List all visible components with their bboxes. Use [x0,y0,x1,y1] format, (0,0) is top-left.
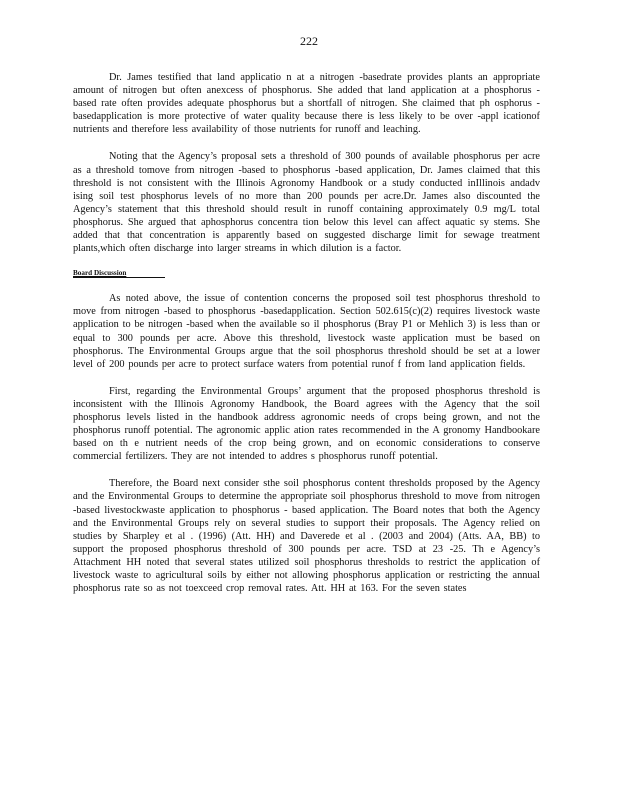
document-body [73,71,540,609]
page-number: 222 [300,34,318,48]
paragraph-contention: As noted above, the issue of contention concerns the proposed soil test phosphorus threshold to move from nitrogen -based to phosphorus -basedapplication. Section 502.615(c)(2) requires livestock waste application to be nitrogen -based when the available so il phosphorus (Bray P1 or Mehlich 3) is less than or equal to 300 pounds per acre. Above this threshold, livestock waste application must be based on phosphorus. The Environmental Groups argue that the soil phosphorus threshold should be set at a lower level of 200 pounds per acre to protect surface waters from potential runof f from land application fields. [73,293,540,370]
paragraph-james-nitrogen: Dr. James testified that land applicatio n at a nitrogen -basedrate provides plants an appropriate amount of nitrogen but often anexcess of phosphorus. She added that land application at a phosphorus -based rate often provides adequate phosphorus but a shortfall of nitrogen. She claimed that ph osphorus -basedapplication is more protective of water quality because there is less likely to be over -appl icationof nutrients and therefore less availability of those nutrients for runoff and leaching. [73,72,540,136]
section-heading: Board Discussion [73,269,165,278]
paragraph-agronomy-handbook: First, regarding the Environmental Groups’ argument that the proposed phosphorus threshold is inconsistent with the Illinois Agronomy Handbook, the Board agrees with the Agency that the soil phosphorus levels listed in the handbook address agronomic needs of crops being grown, and not the phosphorus runoff potential. The agronomic applic ation rates recommended in the A gronomy Handbookare based on th e nutrient needs of the crop being grown, and on economic considerations to conserve commercial fertilizers. They are not intended to addres s phosphorus runoff potential. [73,385,540,463]
paragraph-james-threshold: Noting that the Agency’s proposal sets a threshold of 300 pounds of available phosphorus per acre as a threshold tomove from nitrogen -based to phosphorus -based application, Dr. James claimed that this threshold is not consistent with the Illinois Agronomy Handbook or a study conducted inIllinois andadv ising soil test phosphorus levels of no more than 200 pounds per acre.Dr. James also discounted the Agency’s statement that this threshold should result in runoff containing approximately 0.9 mg/L total phosphorus. She argued that aphosphorus concentra tion below this level can affect aquatic sy stems. She added that that concentration is apparently based on suggested discharge limit for sewage treatment plants,which often discharge into larger streams in which dilution is a factor. [73,151,540,255]
paragraph-studies: Therefore, the Board next consider sthe soil phosphorus content thresholds proposed by the Agency and the Environmental Groups to determine the appropriate soil phosphorus threshold to move from nitrogen -based livestockwaste application to phosphorus - based application. The Board notes that both the Agency and the Environmental Groups rely on several studies to support their proposals. The Agency relied on studies by Sharpley et al . (1996) (Att. HH) and Daverede et al . (2003 and 2004) (Atts. AA, BB) to support the proposed phosphorus threshold of 300 pounds per acre. TSD at 23 -25. Th e Agency’s Attachment HH noted that several states utilized soil phosphorus thresholds to restrict the application of livestock waste to agricultural soils by either not allowing phosphorus application or restricting the annual phosphorus rate so as not toexceed crop removal rates. Att. HH at 163. For the seven states [73,478,540,595]
